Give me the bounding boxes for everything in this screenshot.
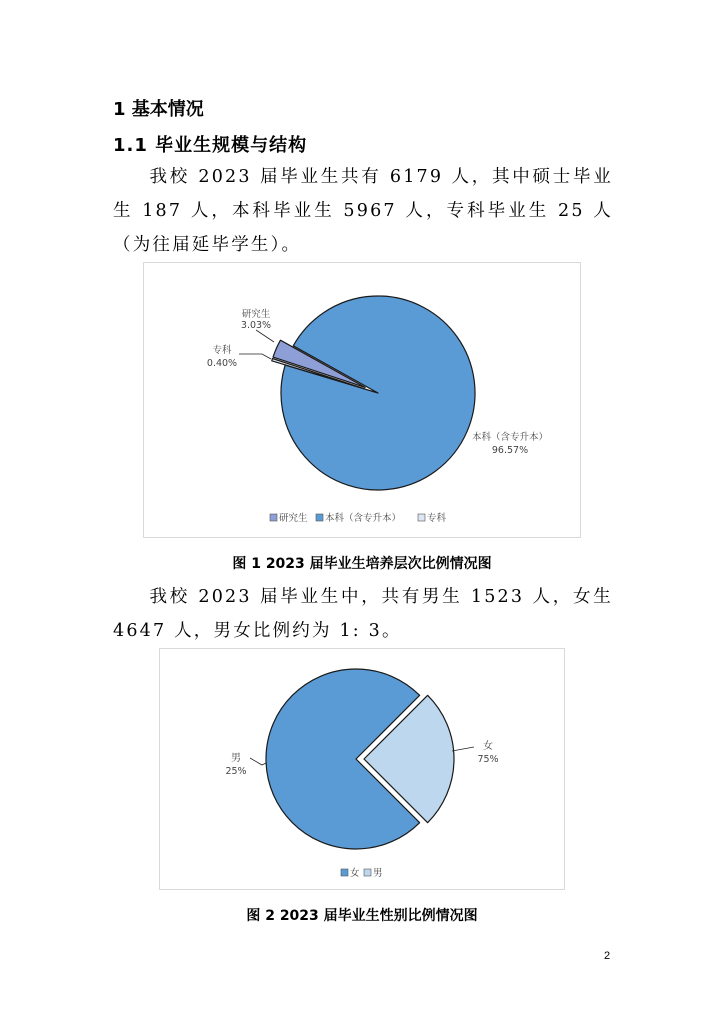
chart2-legend (341, 867, 383, 879)
section-heading-1-1: 1.1 毕业生规模与结构 (113, 135, 308, 156)
chart2-leader-male (250, 758, 266, 765)
chart1-leader-graduate (256, 330, 274, 342)
chart2-legend-swatch-female (341, 869, 348, 876)
chart1-label-graduate-name: 研究生 (241, 309, 271, 320)
chart-education-level (143, 262, 581, 538)
chart2-legend-female: 女 (350, 868, 360, 879)
chart1-leader-junior-college (239, 354, 271, 359)
figure-1-caption: 图 1 2023 届毕业生培养层次比例情况图 (232, 556, 492, 572)
paragraph-graduate-scale-text: 我校 2023 届毕业生共有 6179 人，其中硕士毕业生 187 人，本科毕业生 5967 人，专科毕业生 25 人（为往届延毕学生）。 (113, 167, 613, 255)
chart1-label-junior-college-name: 专科 (212, 345, 232, 356)
chart2-label-male-name: 男 (231, 753, 241, 764)
paragraph-gender-ratio-text: 我校 2023 届毕业生中，共有男生 1523 人，女生 4647 人，男女比例约为 1: 3。 (113, 587, 613, 641)
chart2-label-female-pct: 75% (477, 754, 499, 765)
chart-gender-svg (160, 649, 564, 889)
chart1-label-undergrad-name: 本科（含专升本） (471, 432, 549, 443)
chart2-legend-swatch-male (364, 869, 371, 876)
section-heading-1: 1 基本情况 (113, 99, 204, 120)
chart1-legend-junior-college: 专科 (427, 513, 447, 524)
chart2-label-female-name: 女 (483, 741, 493, 752)
chart-education-level-svg (144, 263, 580, 537)
chart1-legend-swatch-graduate (270, 514, 277, 521)
chart1-legend-swatch-junior-college (418, 514, 425, 521)
chart-gender (159, 648, 565, 890)
page-number: 2 (604, 950, 611, 962)
chart1-legend-swatch-undergrad (316, 514, 323, 521)
paragraph-graduate-scale (113, 160, 613, 262)
chart1-label-undergrad-pct: 96.57% (491, 445, 529, 456)
chart2-label-male-pct: 25% (225, 766, 247, 777)
chart1-label-junior-college-pct: 0.40% (206, 358, 238, 369)
chart1-slice-undergrad (281, 296, 475, 490)
chart1-legend-graduate: 研究生 (279, 513, 308, 524)
chart1-legend (270, 512, 447, 524)
paragraph-gender-ratio (113, 580, 613, 648)
figure-2-caption: 图 2 2023 届毕业生性别比例情况图 (246, 908, 478, 924)
chart1-label-graduate-pct: 3.03% (240, 320, 272, 331)
chart2-leader-female (452, 747, 474, 751)
chart2-legend-male: 男 (373, 868, 383, 879)
chart1-legend-undergrad: 本科（含专升本） (325, 513, 402, 524)
